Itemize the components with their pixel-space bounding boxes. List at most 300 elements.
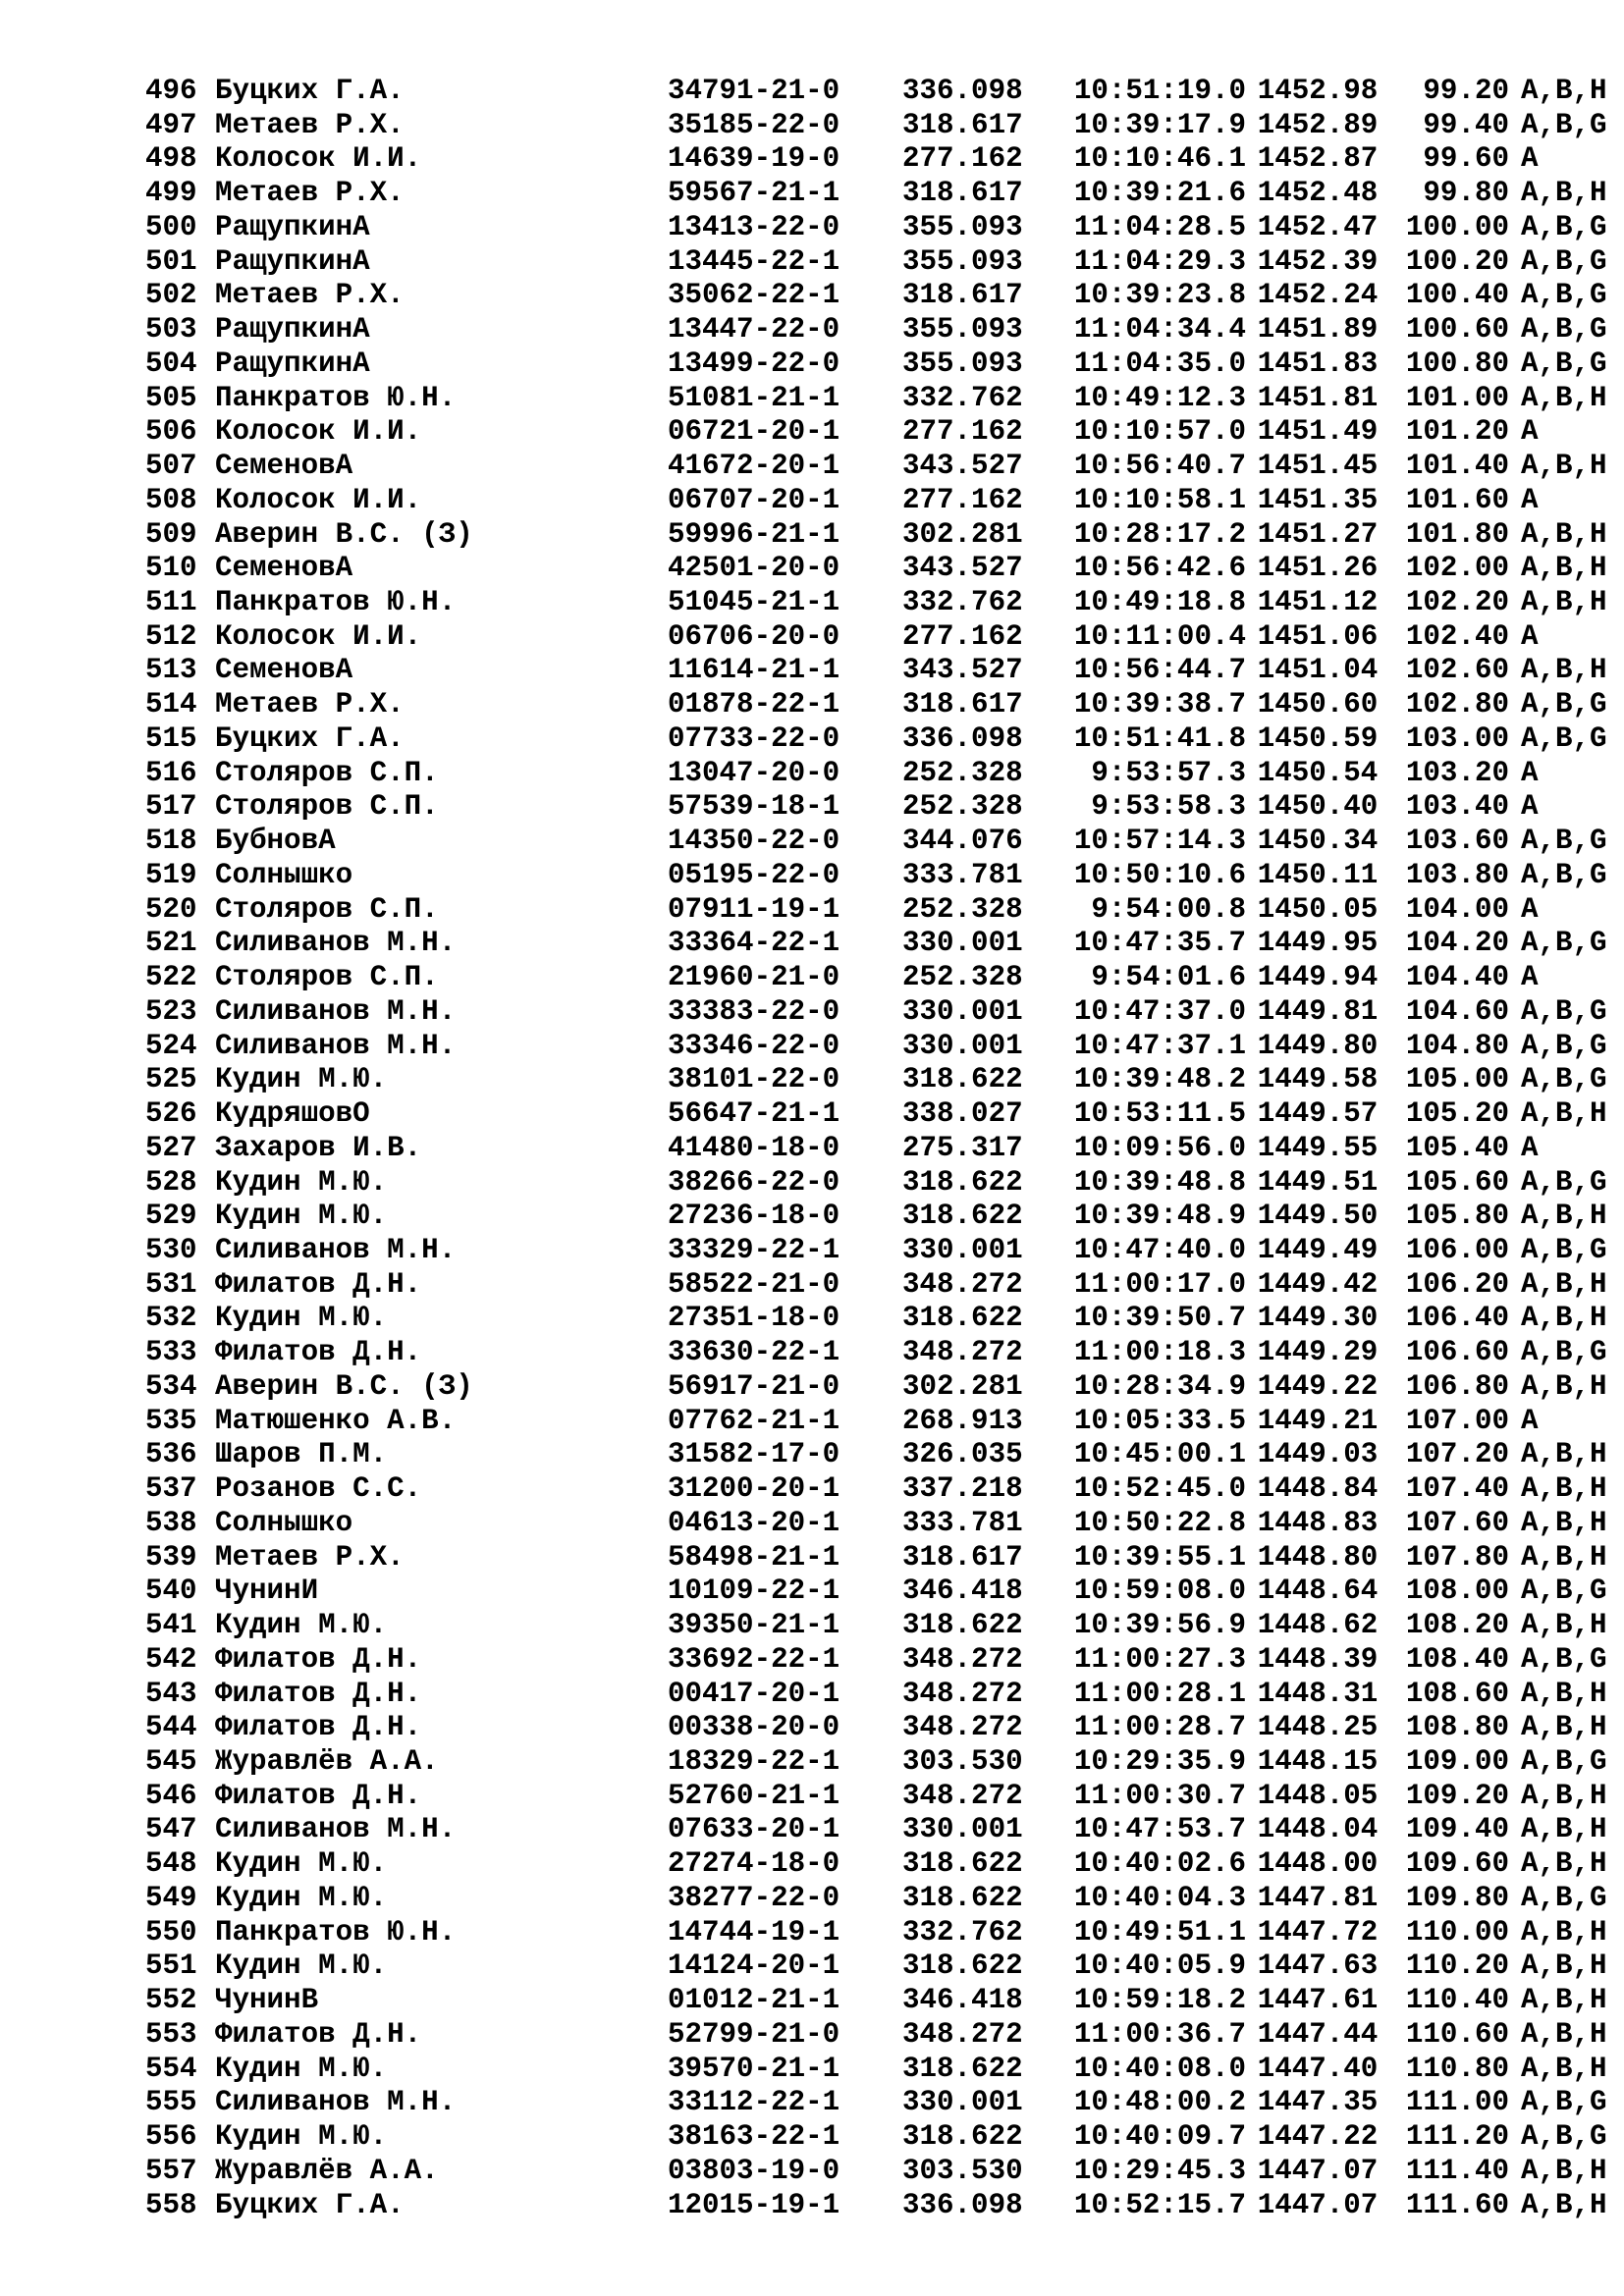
distance-value: 346.418	[902, 1984, 1023, 2017]
record-id: 33329-22-1	[668, 1233, 840, 1266]
score-value: 1450.54	[1257, 756, 1379, 789]
row-number: 504	[145, 347, 197, 380]
row-number: 556	[145, 2120, 197, 2154]
participant-name: Аверин В.С. (З)	[215, 517, 473, 551]
percent-value: 101.00	[1405, 381, 1509, 414]
flags-value: A,B,G	[1521, 721, 1607, 755]
score-value: 1448.83	[1257, 1506, 1379, 1539]
table-row	[145, 1166, 1624, 1201]
record-id: 03803-19-0	[668, 2154, 840, 2187]
participant-name: Панкратов Ю.Н.	[215, 586, 457, 619]
row-number: 542	[145, 1642, 197, 1676]
time-value: 10:50:10.6	[1073, 858, 1246, 891]
time-value: 10:56:40.7	[1073, 450, 1246, 483]
participant-name: СеменовА	[215, 654, 353, 687]
flags-value: A,B,G	[1521, 994, 1607, 1028]
time-value: 10:39:55.1	[1073, 1540, 1246, 1574]
percent-value: 102.00	[1405, 552, 1509, 585]
row-number: 532	[145, 1302, 197, 1335]
record-id: 38163-22-1	[668, 2120, 840, 2154]
record-id: 59996-21-1	[668, 517, 840, 551]
participant-name: Панкратов Ю.Н.	[215, 381, 457, 414]
row-number: 508	[145, 483, 197, 516]
distance-value: 303.530	[902, 1744, 1023, 1778]
score-value: 1448.05	[1257, 1779, 1379, 1812]
row-number: 535	[145, 1404, 197, 1437]
time-value: 11:00:17.0	[1073, 1267, 1246, 1301]
time-value: 11:04:35.0	[1073, 347, 1246, 380]
percent-value: 100.80	[1405, 347, 1509, 380]
row-number: 543	[145, 1677, 197, 1710]
participant-name: ЧунинВ	[215, 1984, 319, 2017]
table-row	[145, 211, 1624, 245]
distance-value: 326.035	[902, 1438, 1023, 1471]
time-value: 10:51:41.8	[1073, 721, 1246, 755]
flags-value: A,B,H	[1521, 1506, 1607, 1539]
row-number: 530	[145, 1233, 197, 1266]
flags-value: A,B,H	[1521, 517, 1607, 551]
time-value: 10:47:35.7	[1073, 927, 1246, 960]
time-value: 10:39:50.7	[1073, 1302, 1246, 1335]
record-id: 41672-20-1	[668, 450, 840, 483]
percent-value: 108.20	[1405, 1609, 1509, 1642]
time-value: 10:50:22.8	[1073, 1506, 1246, 1539]
participant-name: СеменовА	[215, 450, 353, 483]
row-number: 505	[145, 381, 197, 414]
row-number: 522	[145, 961, 197, 994]
record-id: 35185-22-0	[668, 108, 840, 141]
flags-value: A,B,H	[1521, 1949, 1607, 1983]
time-value: 10:39:23.8	[1073, 279, 1246, 312]
record-id: 51081-21-1	[668, 381, 840, 414]
table-row	[145, 1711, 1624, 1745]
time-value: 10:45:00.1	[1073, 1438, 1246, 1471]
distance-value: 348.272	[902, 1336, 1023, 1369]
record-id: 12015-19-1	[668, 2188, 840, 2221]
flags-value: A,B,H	[1521, 586, 1607, 619]
percent-value: 99.20	[1423, 75, 1509, 107]
record-id: 39570-21-1	[668, 2052, 840, 2085]
time-value: 11:04:34.4	[1073, 313, 1246, 347]
time-value: 10:40:02.6	[1073, 1847, 1246, 1881]
distance-value: 302.281	[902, 517, 1023, 551]
participant-name: Буцких Г.А.	[215, 75, 405, 107]
score-value: 1450.11	[1257, 858, 1379, 891]
record-id: 27236-18-0	[668, 1200, 840, 1233]
distance-value: 275.317	[902, 1131, 1023, 1164]
flags-value: A,B,G	[1521, 1575, 1607, 1608]
flags-value: A,B,G	[1521, 688, 1607, 721]
row-number: 527	[145, 1131, 197, 1164]
percent-value: 106.20	[1405, 1267, 1509, 1301]
percent-value: 108.00	[1405, 1575, 1509, 1608]
percent-value: 109.60	[1405, 1847, 1509, 1881]
flags-value: A	[1521, 961, 1539, 994]
percent-value: 106.60	[1405, 1336, 1509, 1369]
percent-value: 99.60	[1423, 142, 1509, 176]
flags-value: A,B,H	[1521, 1302, 1607, 1335]
percent-value: 107.00	[1405, 1404, 1509, 1437]
record-id: 34791-21-0	[668, 75, 840, 107]
row-number: 521	[145, 927, 197, 960]
participant-name: Кудин М.Ю.	[215, 1847, 388, 1881]
table-row	[145, 313, 1624, 347]
record-id: 21960-21-0	[668, 961, 840, 994]
time-value: 9:54:00.8	[1091, 892, 1246, 926]
row-number: 538	[145, 1506, 197, 1539]
table-row	[145, 1268, 1624, 1303]
record-id: 27274-18-0	[668, 1847, 840, 1881]
row-number: 513	[145, 654, 197, 687]
flags-value: A	[1521, 1404, 1539, 1437]
distance-value: 318.617	[902, 688, 1023, 721]
distance-value: 343.527	[902, 552, 1023, 585]
time-value: 10:48:00.2	[1073, 2086, 1246, 2119]
row-number: 516	[145, 756, 197, 789]
record-id: 06706-20-0	[668, 619, 840, 653]
flags-value: A,B,H	[1521, 2188, 1607, 2221]
time-value: 10:56:44.7	[1073, 654, 1246, 687]
distance-value: 318.617	[902, 279, 1023, 312]
table-row	[145, 1405, 1624, 1439]
record-id: 52760-21-1	[668, 1779, 840, 1812]
time-value: 10:40:08.0	[1073, 2052, 1246, 2085]
distance-value: 252.328	[902, 756, 1023, 789]
participant-name: Метаев Р.Х.	[215, 1540, 405, 1574]
distance-value: 336.098	[902, 721, 1023, 755]
participant-name: Кудин М.Ю.	[215, 2120, 388, 2154]
score-value: 1450.34	[1257, 825, 1379, 858]
table-row	[145, 1030, 1624, 1064]
time-value: 10:39:48.8	[1073, 1165, 1246, 1199]
row-number: 549	[145, 1881, 197, 1914]
participant-name: Кудин М.Ю.	[215, 1063, 388, 1096]
score-value: 1448.39	[1257, 1642, 1379, 1676]
percent-value: 102.40	[1405, 619, 1509, 653]
row-number: 554	[145, 2052, 197, 2085]
participant-name: Силиванов М.Н.	[215, 2086, 457, 2119]
flags-value: A,B,G	[1521, 1233, 1607, 1266]
distance-value: 336.098	[902, 75, 1023, 107]
table-row	[145, 620, 1624, 655]
flags-value: A,B,G	[1521, 244, 1607, 278]
score-value: 1447.61	[1257, 1984, 1379, 2017]
flags-value: A,B,H	[1521, 177, 1607, 210]
time-value: 9:53:58.3	[1091, 790, 1246, 824]
score-value: 1448.00	[1257, 1847, 1379, 1881]
time-value: 10:39:56.9	[1073, 1609, 1246, 1642]
score-value: 1451.04	[1257, 654, 1379, 687]
table-row	[145, 927, 1624, 961]
record-id: 18329-22-1	[668, 1744, 840, 1778]
time-value: 9:53:57.3	[1091, 756, 1246, 789]
time-value: 10:57:14.3	[1073, 825, 1246, 858]
distance-value: 338.027	[902, 1097, 1023, 1131]
distance-value: 277.162	[902, 619, 1023, 653]
score-value: 1449.51	[1257, 1165, 1379, 1199]
row-number: 500	[145, 210, 197, 243]
row-number: 548	[145, 1847, 197, 1881]
percent-value: 101.80	[1405, 517, 1509, 551]
flags-value: A,B,H	[1521, 1267, 1607, 1301]
row-number: 510	[145, 552, 197, 585]
time-value: 10:52:45.0	[1073, 1472, 1246, 1506]
table-row	[145, 790, 1624, 825]
percent-value: 104.60	[1405, 994, 1509, 1028]
percent-value: 106.00	[1405, 1233, 1509, 1266]
time-value: 10:39:38.7	[1073, 688, 1246, 721]
participant-name: Солнышко	[215, 1506, 353, 1539]
score-value: 1451.89	[1257, 313, 1379, 347]
percent-value: 111.20	[1405, 2120, 1509, 2154]
score-value: 1452.39	[1257, 244, 1379, 278]
distance-value: 318.622	[902, 1302, 1023, 1335]
flags-value: A,B,H	[1521, 1540, 1607, 1574]
participant-name: Силиванов М.Н.	[215, 927, 457, 960]
record-id: 59567-21-1	[668, 177, 840, 210]
table-row	[145, 1575, 1624, 1609]
score-value: 1450.40	[1257, 790, 1379, 824]
flags-value: A,B,H	[1521, 2017, 1607, 2051]
distance-value: 318.622	[902, 1200, 1023, 1233]
row-number: 540	[145, 1575, 197, 1608]
participant-name: Силиванов М.Н.	[215, 1813, 457, 1846]
record-id: 56647-21-1	[668, 1097, 840, 1131]
score-value: 1449.94	[1257, 961, 1379, 994]
score-value: 1450.59	[1257, 721, 1379, 755]
score-value: 1452.98	[1257, 75, 1379, 107]
row-number: 520	[145, 892, 197, 926]
percent-value: 105.00	[1405, 1063, 1509, 1096]
record-id: 13047-20-0	[668, 756, 840, 789]
row-number: 536	[145, 1438, 197, 1471]
table-row	[145, 1507, 1624, 1541]
table-row	[145, 1302, 1624, 1336]
table-row	[145, 2189, 1624, 2223]
row-number: 529	[145, 1200, 197, 1233]
table-row	[145, 450, 1624, 484]
participant-name: РащупкинА	[215, 210, 370, 243]
score-value: 1449.50	[1257, 1200, 1379, 1233]
table-row	[145, 1949, 1624, 1984]
percent-value: 108.80	[1405, 1711, 1509, 1744]
score-value: 1447.40	[1257, 2052, 1379, 2085]
record-id: 01012-21-1	[668, 1984, 840, 2017]
score-value: 1447.22	[1257, 2120, 1379, 2154]
distance-value: 318.617	[902, 1540, 1023, 1574]
distance-value: 348.272	[902, 1677, 1023, 1710]
distance-value: 330.001	[902, 1233, 1023, 1266]
score-value: 1451.26	[1257, 552, 1379, 585]
percent-value: 105.80	[1405, 1200, 1509, 1233]
percent-value: 105.40	[1405, 1131, 1509, 1164]
record-id: 07762-21-1	[668, 1404, 840, 1437]
percent-value: 103.40	[1405, 790, 1509, 824]
participant-name: РащупкинА	[215, 313, 370, 347]
score-value: 1452.47	[1257, 210, 1379, 243]
distance-value: 318.622	[902, 1165, 1023, 1199]
time-value: 10:28:17.2	[1073, 517, 1246, 551]
time-value: 10:52:15.7	[1073, 2188, 1246, 2221]
table-row	[145, 552, 1624, 586]
distance-value: 318.622	[902, 1609, 1023, 1642]
score-value: 1447.44	[1257, 2017, 1379, 2051]
time-value: 10:59:18.2	[1073, 1984, 1246, 2017]
row-number: 498	[145, 142, 197, 176]
record-id: 57539-18-1	[668, 790, 840, 824]
distance-value: 332.762	[902, 381, 1023, 414]
table-row	[145, 279, 1624, 313]
percent-value: 100.00	[1405, 210, 1509, 243]
percent-value: 109.40	[1405, 1813, 1509, 1846]
table-row	[145, 2018, 1624, 2053]
table-row	[145, 995, 1624, 1030]
row-number: 511	[145, 586, 197, 619]
time-value: 11:00:27.3	[1073, 1642, 1246, 1676]
record-id: 38266-22-0	[668, 1165, 840, 1199]
row-number: 523	[145, 994, 197, 1028]
percent-value: 102.80	[1405, 688, 1509, 721]
distance-value: 355.093	[902, 244, 1023, 278]
record-id: 11614-21-1	[668, 654, 840, 687]
participant-name: Кудин М.Ю.	[215, 1200, 388, 1233]
record-id: 33630-22-1	[668, 1336, 840, 1369]
distance-value: 333.781	[902, 858, 1023, 891]
flags-value: A,B,H	[1521, 1609, 1607, 1642]
distance-value: 348.272	[902, 1642, 1023, 1676]
distance-value: 330.001	[902, 1813, 1023, 1846]
distance-value: 252.328	[902, 790, 1023, 824]
table-row	[145, 75, 1624, 109]
time-value: 10:09:56.0	[1073, 1131, 1246, 1164]
participant-name: Столяров С.П.	[215, 756, 439, 789]
flags-value: A,B,G	[1521, 2120, 1607, 2154]
distance-value: 333.781	[902, 1506, 1023, 1539]
participant-name: Филатов Д.Н.	[215, 1677, 422, 1710]
row-number: 507	[145, 450, 197, 483]
flags-value: A,B,G	[1521, 825, 1607, 858]
row-number: 501	[145, 244, 197, 278]
participant-name: БубновА	[215, 825, 336, 858]
score-value: 1447.07	[1257, 2154, 1379, 2187]
score-value: 1449.49	[1257, 1233, 1379, 1266]
distance-value: 303.530	[902, 2154, 1023, 2187]
flags-value: A,B,G	[1521, 313, 1607, 347]
record-id: 05195-22-0	[668, 858, 840, 891]
percent-value: 101.40	[1405, 450, 1509, 483]
score-value: 1452.87	[1257, 142, 1379, 176]
flags-value: A,B,H	[1521, 2052, 1607, 2085]
record-id: 58498-21-1	[668, 1540, 840, 1574]
percent-value: 103.80	[1405, 858, 1509, 891]
table-row	[145, 893, 1624, 928]
distance-value: 318.617	[902, 108, 1023, 141]
table-row	[145, 1780, 1624, 1814]
table-row	[145, 1609, 1624, 1643]
table-row	[145, 484, 1624, 518]
record-id: 58522-21-0	[668, 1267, 840, 1301]
score-value: 1449.80	[1257, 1029, 1379, 1062]
flags-value: A,B,G	[1521, 1029, 1607, 1062]
score-value: 1447.35	[1257, 2086, 1379, 2119]
participant-name: Метаев Р.Х.	[215, 108, 405, 141]
distance-value: 348.272	[902, 2017, 1023, 2051]
distance-value: 355.093	[902, 347, 1023, 380]
flags-value: A,B,H	[1521, 1677, 1607, 1710]
score-value: 1452.24	[1257, 279, 1379, 312]
participant-name: Столяров С.П.	[215, 892, 439, 926]
table-row	[145, 654, 1624, 688]
percent-value: 106.80	[1405, 1369, 1509, 1403]
percent-value: 102.60	[1405, 654, 1509, 687]
distance-value: 336.098	[902, 2188, 1023, 2221]
time-value: 10:47:37.0	[1073, 994, 1246, 1028]
record-id: 39350-21-1	[668, 1609, 840, 1642]
row-number: 558	[145, 2188, 197, 2221]
table-row	[145, 688, 1624, 722]
row-number: 515	[145, 721, 197, 755]
percent-value: 110.80	[1405, 2052, 1509, 2085]
distance-value: 355.093	[902, 210, 1023, 243]
row-number: 525	[145, 1063, 197, 1096]
flags-value: A,B,G	[1521, 279, 1607, 312]
row-number: 537	[145, 1472, 197, 1506]
distance-value: 330.001	[902, 1029, 1023, 1062]
table-row	[145, 1234, 1624, 1268]
record-id: 14350-22-0	[668, 825, 840, 858]
flags-value: A,B,H	[1521, 1779, 1607, 1812]
distance-value: 344.076	[902, 825, 1023, 858]
participant-name: Силиванов М.Н.	[215, 1029, 457, 1062]
flags-value: A,B,G	[1521, 927, 1607, 960]
time-value: 11:04:29.3	[1073, 244, 1246, 278]
percent-value: 110.40	[1405, 1984, 1509, 2017]
record-id: 33112-22-1	[668, 2086, 840, 2119]
time-value: 10:49:51.1	[1073, 1915, 1246, 1949]
score-value: 1450.05	[1257, 892, 1379, 926]
row-number: 512	[145, 619, 197, 653]
table-row	[145, 1813, 1624, 1847]
record-id: 07733-22-0	[668, 721, 840, 755]
score-value: 1448.15	[1257, 1744, 1379, 1778]
distance-value: 346.418	[902, 1575, 1023, 1608]
time-value: 10:47:40.0	[1073, 1233, 1246, 1266]
participant-name: Кудин М.Ю.	[215, 1165, 388, 1199]
row-number: 550	[145, 1915, 197, 1949]
participant-name: Филатов Д.Н.	[215, 1267, 422, 1301]
time-value: 10:49:12.3	[1073, 381, 1246, 414]
distance-value: 302.281	[902, 1369, 1023, 1403]
record-id: 13447-22-0	[668, 313, 840, 347]
flags-value: A	[1521, 756, 1539, 789]
distance-value: 252.328	[902, 892, 1023, 926]
row-number: 499	[145, 177, 197, 210]
score-value: 1451.49	[1257, 415, 1379, 449]
time-value: 10:47:37.1	[1073, 1029, 1246, 1062]
flags-value: A,B,G	[1521, 108, 1607, 141]
participant-name: Кудин М.Ю.	[215, 2052, 388, 2085]
table-row	[145, 1541, 1624, 1575]
flags-value: A,B,H	[1521, 1711, 1607, 1744]
time-value: 11:04:28.5	[1073, 210, 1246, 243]
percent-value: 108.60	[1405, 1677, 1509, 1710]
percent-value: 100.40	[1405, 279, 1509, 312]
percent-value: 107.40	[1405, 1472, 1509, 1506]
score-value: 1451.45	[1257, 450, 1379, 483]
record-id: 52799-21-0	[668, 2017, 840, 2051]
record-id: 14744-19-1	[668, 1915, 840, 1949]
table-row	[145, 1063, 1624, 1097]
